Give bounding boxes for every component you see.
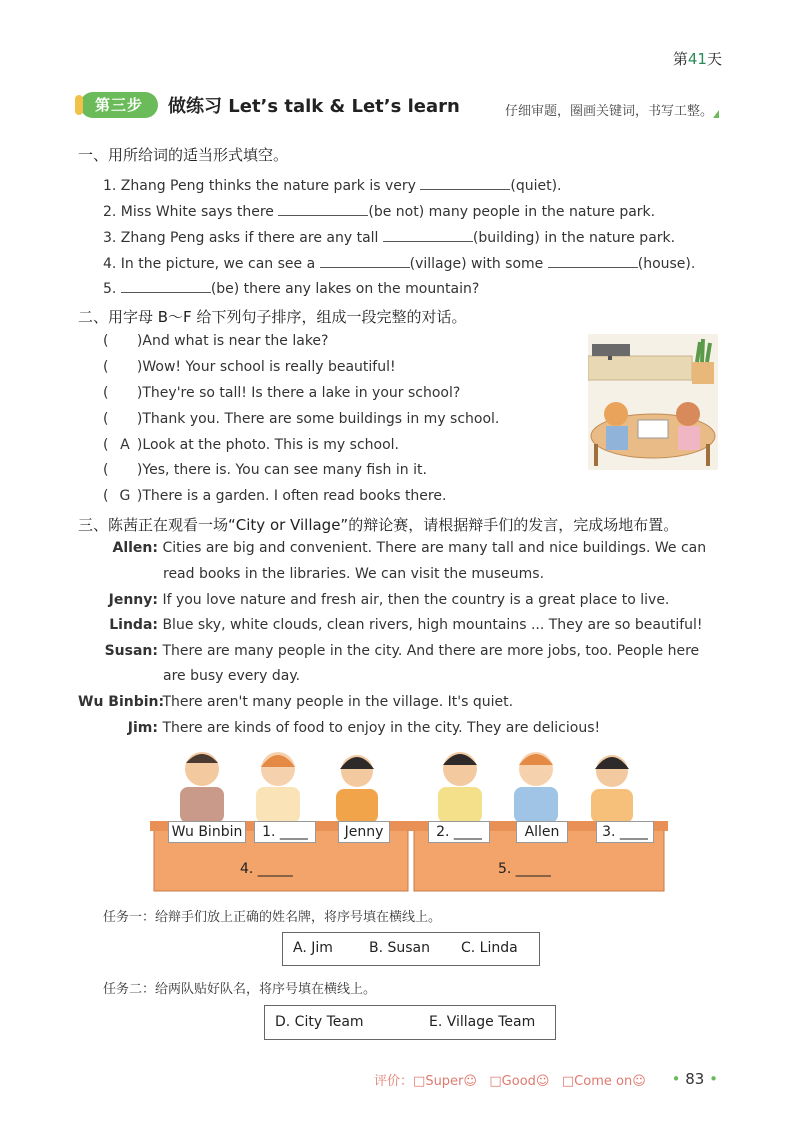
page-number: • 83 • <box>671 1070 718 1088</box>
eval-label: 评价： <box>374 1074 414 1089</box>
day-suffix: 天 <box>706 50 722 68</box>
option-b: B. Susan <box>369 940 431 956</box>
tip-corner-icon <box>713 110 719 118</box>
name-card-jenny: Jenny <box>338 821 390 843</box>
super-face-icon: ☺ <box>463 1074 477 1089</box>
fill-item-3: 3. Zhang Peng asks if there are any tall (building) in the nature park. <box>103 230 676 246</box>
speech-susan-cont: are busy every day. <box>163 668 301 684</box>
tip-text: 仔细审题，圈画关键词，书写工整。 <box>505 104 714 119</box>
super-checkbox[interactable]: □ <box>413 1074 426 1089</box>
speech-jenny: Jenny: If you love nature and fresh air, then the country is a great place to live. <box>108 592 670 608</box>
day-label <box>673 48 722 69</box>
name-card-blank-2[interactable]: 2. ____ <box>428 821 490 843</box>
section2-heading: 二、用字母 B～F 给下列句子排序，组成一段完整的对话。 <box>78 308 467 326</box>
good-label: Good <box>501 1074 536 1089</box>
task2-options <box>264 1005 556 1040</box>
order-answer[interactable]: G <box>119 488 131 504</box>
debate-illustration <box>150 745 670 895</box>
team-label-blank-4[interactable]: 4. _____ <box>240 861 293 877</box>
order-item: ( )They're so tall! Is there a lake in your school? <box>103 385 461 401</box>
kids-photo-illustration <box>588 334 718 470</box>
good-face-icon: ☺ <box>535 1074 550 1089</box>
option-d: D. City Team <box>275 1014 364 1030</box>
comeon-face-icon: ☺ <box>632 1074 646 1089</box>
speech-allen-cont: read books in the libraries. We can visit the museums. <box>163 566 545 582</box>
task1-options <box>282 932 540 966</box>
order-item: ( )Yes, there is. You can see many fish in it. <box>103 462 427 478</box>
fill-item-1: 1. Zhang Peng thinks the nature park is very (quiet). <box>103 178 562 194</box>
order-item: ( )Thank you. There are some buildings in my school. <box>103 411 500 427</box>
answer-blank[interactable] <box>320 255 410 268</box>
debaters-icon <box>150 745 670 895</box>
team-label-blank-5[interactable]: 5. _____ <box>498 861 551 877</box>
name-card-blank-1[interactable]: 1. ____ <box>254 821 316 843</box>
speech-jim: Jim: There are kinds of food to enjoy in the city. They are delicious! <box>127 720 601 736</box>
option-e: E. Village Team <box>429 1014 536 1030</box>
order-answer[interactable]: A <box>120 437 130 453</box>
order-item: ( G )There is a garden. I often read books there. <box>103 488 447 504</box>
task2-label: 任务二：给两队贴好队名，将序号填在横线上。 <box>103 982 377 997</box>
dot-icon: • <box>671 1070 681 1088</box>
name-card-allen: Allen <box>516 821 568 843</box>
section1-heading: 一、用所给词的适当形式填空。 <box>78 146 289 164</box>
answer-blank[interactable] <box>383 229 473 242</box>
name-card-blank-3[interactable]: 3. ____ <box>596 821 654 843</box>
option-c: C. Linda <box>461 940 518 956</box>
step-badge: 第三步 <box>80 92 158 118</box>
good-checkbox[interactable]: □ <box>489 1074 502 1089</box>
order-item: ( )Wow! Your school is really beautiful! <box>103 359 396 375</box>
evaluation-bar <box>374 1070 646 1089</box>
day-number: 41 <box>687 50 707 68</box>
answer-blank[interactable] <box>278 203 368 216</box>
answer-blank[interactable] <box>420 177 510 190</box>
speech-allen: Allen: Cities are big and convenient. There are many tall and nice buildings. We can <box>112 540 707 556</box>
comeon-checkbox[interactable]: □ <box>561 1074 575 1089</box>
order-item: ( A )Look at the photo. This is my school. <box>103 437 400 453</box>
step-title: 做练习 Let’s talk & Let’s learn <box>168 96 460 117</box>
speech-wubinbin: Wu Binbin: There aren't many people in the village. It's quiet. <box>78 694 514 710</box>
section3-heading: 三、陈茜正在观看一场“City or Village”的辩论赛，请根据辩手们的发言，完成场地布置。 <box>78 516 679 534</box>
super-label: Super <box>425 1074 464 1089</box>
speech-linda: Linda: Blue sky, white clouds, clean rivers, high mountains ... They are so beautiful! <box>109 617 703 633</box>
order-item: ( )And what is near the lake? <box>103 333 329 349</box>
option-a: A. Jim <box>293 940 333 956</box>
name-card-wubinbin: Wu Binbin <box>168 821 246 843</box>
fill-item-2: 2. Miss White says there (be not) many people in the nature park. <box>103 204 656 220</box>
comeon-label: Come on <box>574 1074 633 1089</box>
answer-blank[interactable] <box>548 255 638 268</box>
task1-label: 任务一：给辩手们放上正确的姓名牌，将序号填在横线上。 <box>103 910 442 925</box>
day-prefix: 第 <box>672 50 688 68</box>
answer-blank[interactable] <box>121 280 211 293</box>
dot-icon: • <box>709 1070 718 1088</box>
fill-item-4: 4. In the picture, we can see a (village) with some (house). <box>103 256 696 272</box>
speech-susan: Susan: There are many people in the city. And there are more jobs, too. People here <box>104 643 700 659</box>
fill-item-5: 5. (be) there any lakes on the mountain? <box>103 281 480 297</box>
